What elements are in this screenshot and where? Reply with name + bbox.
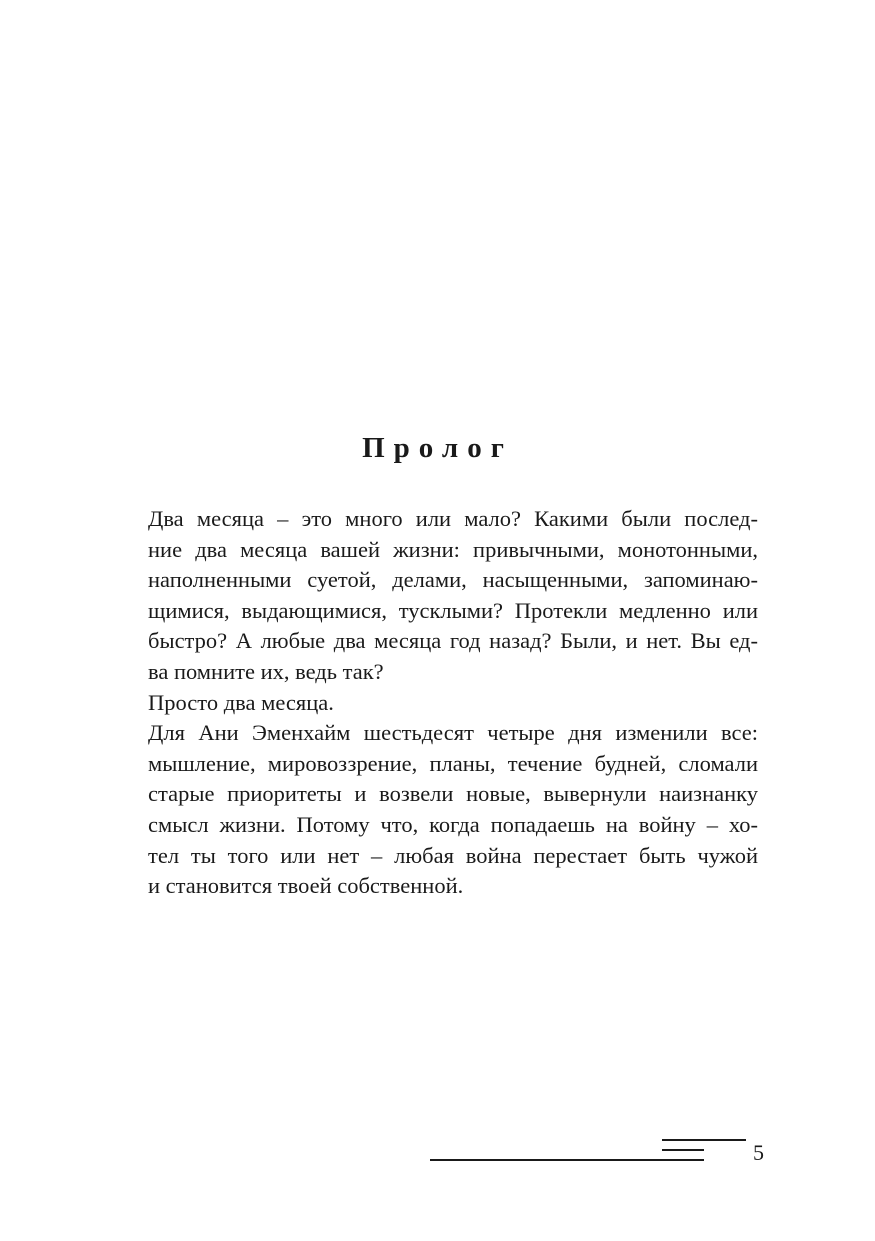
text-line: Два месяца – это много или мало? Какими были послед- xyxy=(148,506,758,531)
footer-rule-middle xyxy=(662,1149,704,1151)
text-line: и становится твоей собственной. xyxy=(148,873,464,899)
text-line: быстро? А любые два месяца год назад? Были, и нет. Вы ед- xyxy=(148,628,758,654)
footer-rule-top xyxy=(662,1139,746,1141)
text-line: старые приоритеты и возвели новые, вывернули наизнанку xyxy=(148,781,758,807)
text-line: ва помните их, ведь так? xyxy=(148,658,384,684)
text-line: наполненными суетой, делами, насыщенными, запоминаю- xyxy=(148,567,758,593)
text-line: мышление, мировоззрение, планы, течение будней, сломали xyxy=(148,750,758,776)
paragraph-2 xyxy=(118,688,758,719)
text-line: тел ты того или нет – любая война перестает быть чужой xyxy=(148,842,758,868)
body-text xyxy=(118,504,758,902)
paragraph-3 xyxy=(118,718,758,902)
text-line: Просто два месяца. xyxy=(148,689,334,715)
chapter-title: Пролог xyxy=(362,432,513,464)
footer-rule-bottom xyxy=(430,1159,704,1161)
text-line: Для Ани Эменхайм шестьдесят четыре дня изменили все: xyxy=(148,720,758,746)
paragraph-1 xyxy=(118,504,758,688)
page-number: 5 xyxy=(753,1140,764,1165)
text-line: смысл жизни. Потому что, когда попадаешь на войну – хо- xyxy=(148,811,758,837)
text-line: ние два месяца вашей жизни: привычными, монотонными, xyxy=(148,536,758,562)
text-line: щимися, выдающимися, тусклыми? Протекли медленно или xyxy=(148,597,758,623)
